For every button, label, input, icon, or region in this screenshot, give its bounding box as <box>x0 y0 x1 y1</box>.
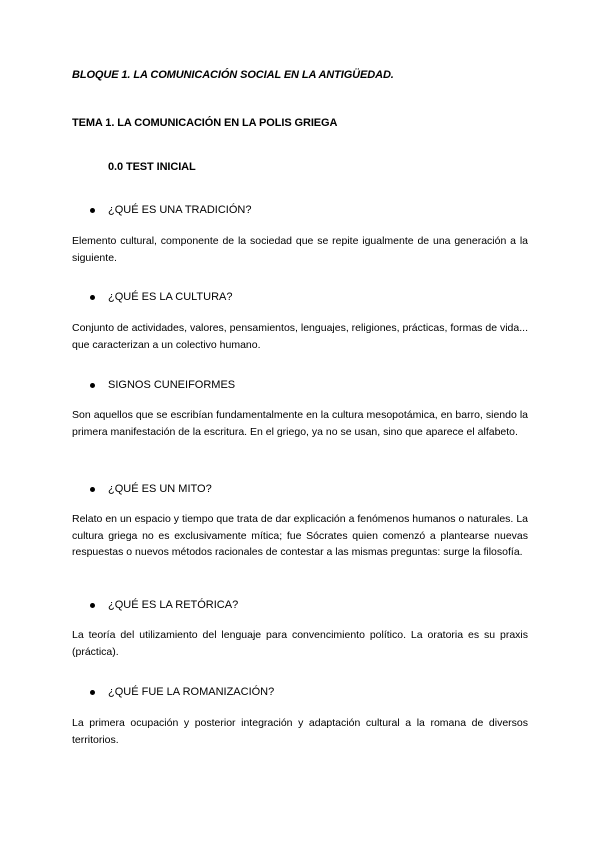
bullet-dot-icon <box>90 690 95 695</box>
question-label: ¿QUÉ FUE LA ROMANIZACIÓN? <box>108 686 275 698</box>
answer-paragraph: Conjunto de actividades, valores, pensamientos, lenguajes, religiones, prácticas, formas de vida... que caracterizan a un colectivo humano. <box>72 322 528 351</box>
answer-paragraph: Relato en un espacio y tiempo que trata de dar explicación a fenómenos humanos o naturales. La cultura griega no es exclusivamente mítica; fue Sócrates quien comenzó a plantearse nuevas respuestas o nuevos métodos racionales de contestar a las mismas preguntas: surge la filosofía. <box>72 513 528 558</box>
answer-paragraph: Son aquellos que se escribían fundamentalmente en la cultura mesopotámica, en barro, siendo la primera manifestación de la escritura. En el griego, ya no se usan, sino que aparece el alfabeto. <box>72 409 528 438</box>
question-label: ¿QUÉ ES LA RETÓRICA? <box>108 599 239 611</box>
bullet-dot-icon <box>90 603 95 608</box>
bullet-question <box>90 599 238 611</box>
bullet-question <box>90 204 251 216</box>
answer-paragraph: La primera ocupación y posterior integración y adaptación cultural a la romana de diversos territorios. <box>72 717 528 746</box>
bullet-dot-icon <box>90 383 95 388</box>
test-title: 0.0 TEST INICIAL <box>108 161 196 173</box>
bullet-dot-icon <box>90 295 95 300</box>
question-label: ¿QUÉ ES LA CULTURA? <box>108 291 233 303</box>
bullet-question <box>90 686 274 698</box>
question-label: SIGNOS CUNEIFORMES <box>108 379 236 391</box>
answer-paragraph: Elemento cultural, componente de la sociedad que se repite igualmente de una generación a la siguiente. <box>72 235 528 264</box>
block-title: BLOQUE 1. LA COMUNICACIÓN SOCIAL EN LA ANTIGÜEDAD. <box>72 69 394 81</box>
bullet-dot-icon <box>90 208 95 213</box>
bullet-question <box>90 291 233 303</box>
question-label: ¿QUÉ ES UNA TRADICIÓN? <box>108 204 252 216</box>
question-label: ¿QUÉ ES UN MITO? <box>108 483 212 495</box>
answer-paragraph: La teoría del utilizamiento del lenguaje para convencimiento político. La oratoria es su praxis (práctica). <box>72 629 528 658</box>
bullet-question <box>90 483 212 495</box>
bullet-dot-icon <box>90 487 95 492</box>
bullet-question <box>90 379 235 391</box>
tema-title: TEMA 1. LA COMUNICACIÓN EN LA POLIS GRIEGA <box>72 117 338 129</box>
